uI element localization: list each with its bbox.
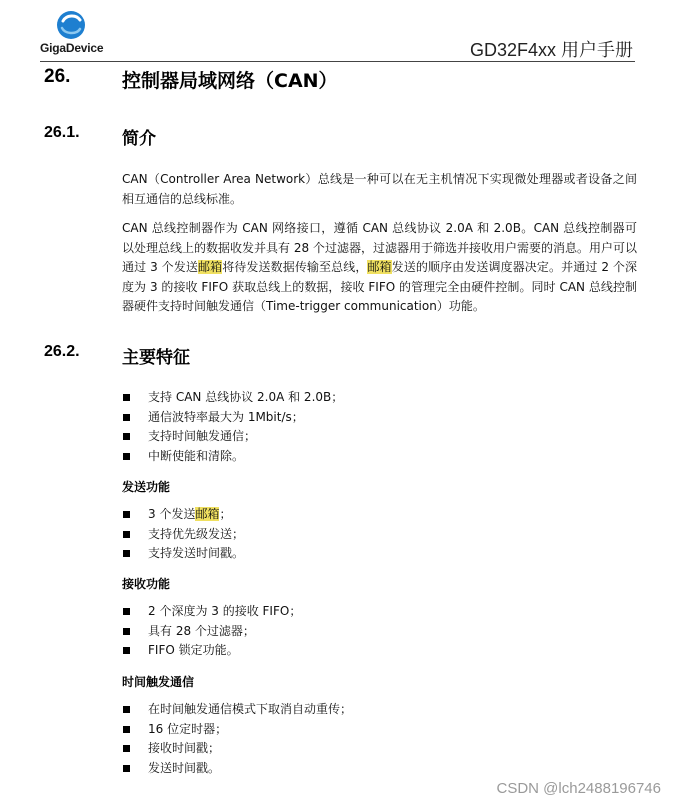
- page-header: [0, 0, 677, 62]
- intro-paragraph-2: [122, 219, 637, 317]
- list-item: [122, 641, 301, 661]
- bullet-icon: [123, 608, 130, 615]
- section-number: 26.1.: [44, 124, 80, 141]
- chapter-number: 26.: [44, 66, 71, 87]
- list-item-text: 支持优先级发送；: [148, 526, 245, 541]
- bullet-icon: [123, 706, 130, 713]
- section-title: 主要特征: [122, 348, 190, 368]
- list-item: [122, 427, 343, 447]
- list-item-text: 中断使能和清除。: [148, 448, 245, 463]
- list-item: [122, 602, 301, 622]
- bullet-icon: [123, 550, 130, 557]
- list-item: [122, 388, 343, 408]
- main-features-list: [122, 388, 343, 466]
- bullet-icon: [123, 628, 130, 635]
- list-item: [122, 720, 352, 740]
- receive-features-list: [122, 602, 301, 661]
- list-item-text: 通信波特率最大为 1Mbit/s；: [148, 409, 304, 424]
- intro-paragraph-1: CAN（Controller Area Network）总线是一种可以在无主机情况下实现微处理器或者设备之间相互通信的总线标准。: [122, 172, 637, 206]
- list-item: [122, 544, 244, 564]
- section-number: 26.2.: [44, 343, 80, 360]
- list-item: [122, 739, 352, 759]
- bullet-icon: [123, 647, 130, 654]
- highlighted-term: 邮箱: [195, 507, 220, 521]
- bullet-icon: [123, 511, 130, 518]
- bullet-icon: [123, 765, 130, 772]
- bullet-icon: [123, 453, 130, 460]
- list-item-text: 支持 CAN 总线协议 2.0A 和 2.0B；: [148, 390, 344, 404]
- list-item-text: 支持发送时间戳。: [148, 546, 245, 560]
- list-item-text: 在时间触发通信模式下取消自动重传；: [148, 702, 353, 716]
- list-item: [122, 525, 244, 545]
- list-item-text: FIFO 锁定功能。: [148, 643, 239, 657]
- list-item-text: 16 位定时器；: [148, 721, 228, 736]
- subheading-transmit: 发送功能: [122, 480, 171, 494]
- bullet-icon: [123, 726, 130, 733]
- list-item-text: ；: [219, 507, 232, 521]
- list-item-text: 支持时间触发通信；: [148, 429, 257, 443]
- transmit-features-list: [122, 505, 244, 564]
- gigadevice-logo: [40, 8, 115, 54]
- bullet-icon: [123, 433, 130, 440]
- bullet-icon: [123, 531, 130, 538]
- list-item: [122, 447, 343, 467]
- list-item: [122, 505, 244, 525]
- bullet-icon: [123, 394, 130, 401]
- section-title: 简介: [122, 129, 156, 149]
- list-item-text: 3 个发送: [148, 507, 196, 521]
- para-text: 将待发送数据传输至总线，: [222, 260, 368, 274]
- chapter-title: 控制器局域网络（CAN）: [122, 70, 338, 92]
- bullet-icon: [123, 414, 130, 421]
- list-item-text: 2 个深度为 3 的接收 FIFO；: [148, 604, 302, 618]
- logo-text: GigaDevice: [40, 41, 104, 55]
- bullet-icon: [123, 745, 130, 752]
- para-text: CAN 总线控制器作为 CAN 网络接口，遵循 CAN 总线协议 2.0A 和 2.0B。CAN 总线控制器可以处理总线上的数据收发并具有 28 个过滤器，过滤器用于筛选并接收用户需要的消息。用户可以通过 3 个发送: [122, 221, 637, 274]
- highlighted-term: 邮箱: [367, 260, 392, 274]
- document-title: GD32F4xx 用户手册: [469, 40, 633, 60]
- highlighted-term: 邮箱: [197, 260, 223, 274]
- list-item: [122, 700, 352, 720]
- list-item-text: 具有 28 个过滤器；: [148, 623, 255, 638]
- time-triggered-features-list: [122, 700, 352, 778]
- list-item: [122, 408, 343, 428]
- logo-mark-icon: [56, 10, 86, 40]
- subheading-time-triggered: 时间触发通信: [122, 675, 195, 689]
- list-item: [122, 622, 301, 642]
- para-text: 发送的顺序由发送调度器决定。并通过 2 个深度为 3 的接收 FIFO 获取总线上的数据，接收 FIFO 的管理完全由硬件控制。同时 CAN 总线控制器硬件支持时间触发通信（Time-trigger communication）功能。: [122, 260, 637, 313]
- list-item-text: 发送时间戳。: [148, 760, 221, 775]
- csdn-watermark: CSDN @lch2488196746: [496, 780, 661, 797]
- list-item: [122, 759, 352, 779]
- subheading-receive: 接收功能: [122, 577, 171, 591]
- header-divider: [40, 61, 635, 62]
- list-item-text: 接收时间戳；: [148, 741, 221, 755]
